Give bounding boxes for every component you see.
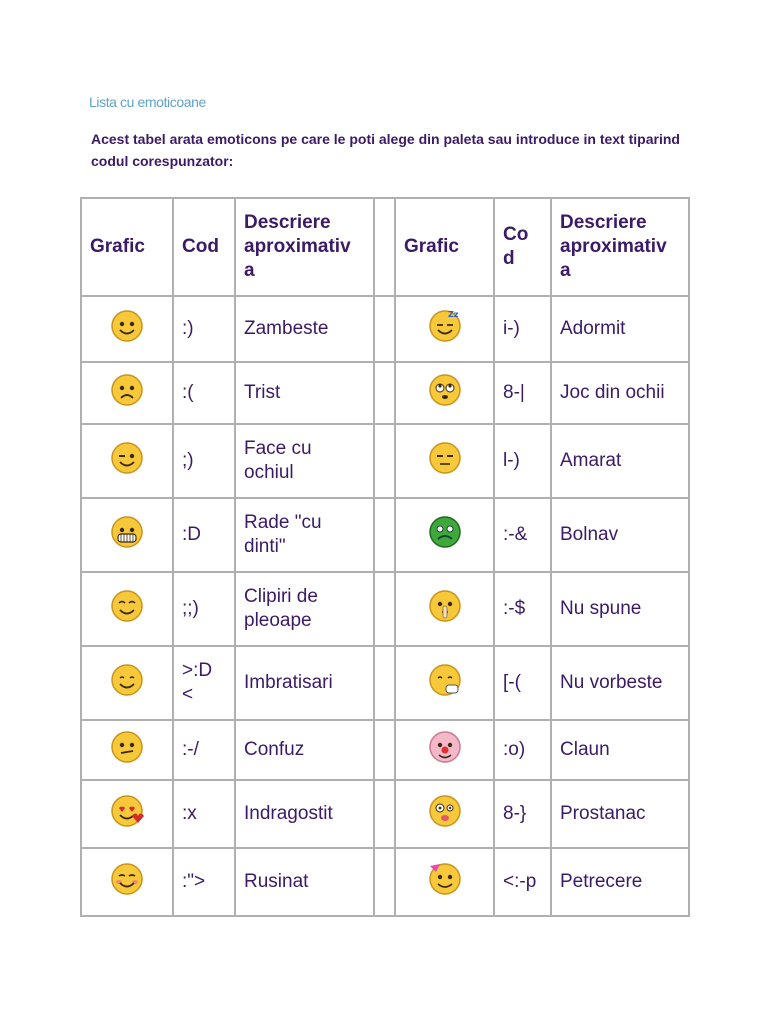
description-cell: Amarat bbox=[551, 424, 689, 498]
emoticon-cell bbox=[395, 646, 494, 720]
description-cell: Zambeste bbox=[235, 296, 374, 362]
page-title: Lista cu emoticoane bbox=[89, 94, 206, 110]
description-cell: Nu spune bbox=[551, 572, 689, 646]
table-row bbox=[81, 720, 689, 780]
silly-icon bbox=[428, 794, 462, 835]
header-descriere-right: Descriere aproximativ a bbox=[551, 198, 689, 296]
description-cell: Face cu ochiul bbox=[235, 424, 374, 498]
spacer-column bbox=[374, 498, 395, 572]
description-cell: Claun bbox=[551, 720, 689, 780]
bitter-icon bbox=[428, 441, 462, 482]
confused-icon bbox=[110, 730, 144, 771]
batting-eyelashes-icon bbox=[110, 589, 144, 630]
spacer-column bbox=[374, 720, 395, 780]
emoticon-cell bbox=[395, 424, 494, 498]
sleeping-icon bbox=[428, 309, 462, 350]
code-cell: 8-| bbox=[494, 362, 551, 424]
dont-talk-icon bbox=[428, 663, 462, 704]
header-cod-right: Co d bbox=[494, 198, 551, 296]
emoticon-cell bbox=[395, 780, 494, 848]
description-cell: Nu vorbeste bbox=[551, 646, 689, 720]
code-cell: :( bbox=[173, 362, 235, 424]
table-row bbox=[81, 780, 689, 848]
description-cell: Imbratisari bbox=[235, 646, 374, 720]
table-row bbox=[81, 646, 689, 720]
spacer-column bbox=[374, 296, 395, 362]
spacer-column bbox=[374, 848, 395, 916]
table-row bbox=[81, 498, 689, 572]
description-cell: Indragostit bbox=[235, 780, 374, 848]
shush-icon bbox=[428, 589, 462, 630]
description-cell: Petrecere bbox=[551, 848, 689, 916]
table-row bbox=[81, 296, 689, 362]
emoticon-cell bbox=[81, 362, 173, 424]
intro-paragraph: Acest tabel arata emoticons pe care le poti alege din paleta sau introduce in text tiparind codul corespunzator: bbox=[91, 131, 680, 169]
table-row bbox=[81, 572, 689, 646]
in-love-icon bbox=[110, 794, 144, 835]
spacer-column bbox=[374, 424, 395, 498]
description-cell: Rusinat bbox=[235, 848, 374, 916]
spacer-column bbox=[374, 198, 395, 296]
code-cell: i-) bbox=[494, 296, 551, 362]
code-cell: :-& bbox=[494, 498, 551, 572]
code-cell: >:D < bbox=[173, 646, 235, 720]
code-cell: :o) bbox=[494, 720, 551, 780]
clown-icon bbox=[428, 730, 462, 771]
wink-icon bbox=[110, 441, 144, 482]
spacer-column bbox=[374, 780, 395, 848]
emoticon-cell bbox=[81, 720, 173, 780]
emoticon-cell bbox=[81, 572, 173, 646]
code-cell: <:-p bbox=[494, 848, 551, 916]
eye-roll-icon bbox=[428, 373, 462, 414]
emoticon-cell bbox=[81, 498, 173, 572]
table-header-row bbox=[81, 198, 689, 296]
emoticon-cell bbox=[81, 848, 173, 916]
svg-text:Zz: Zz bbox=[447, 309, 458, 319]
code-cell: :-$ bbox=[494, 572, 551, 646]
description-cell: Rade "cu dinti" bbox=[235, 498, 374, 572]
emoticon-cell bbox=[395, 720, 494, 780]
description-cell: Trist bbox=[235, 362, 374, 424]
code-cell: ;;) bbox=[173, 572, 235, 646]
emoticon-cell bbox=[81, 646, 173, 720]
blushing-icon bbox=[110, 862, 144, 903]
emoticon-cell bbox=[395, 362, 494, 424]
code-cell: :D bbox=[173, 498, 235, 572]
code-cell: :) bbox=[173, 296, 235, 362]
description-cell: Bolnav bbox=[551, 498, 689, 572]
spacer-column bbox=[374, 362, 395, 424]
spacer-column bbox=[374, 646, 395, 720]
emoticon-cell bbox=[395, 572, 494, 646]
header-descriere: Descriere aproximativ a bbox=[235, 198, 374, 296]
code-cell: l-) bbox=[494, 424, 551, 498]
code-cell: :x bbox=[173, 780, 235, 848]
emoticon-cell bbox=[81, 424, 173, 498]
code-cell: [-( bbox=[494, 646, 551, 720]
description-cell: Confuz bbox=[235, 720, 374, 780]
emoticon-cell bbox=[395, 498, 494, 572]
smile-icon bbox=[110, 309, 144, 350]
party-icon bbox=[428, 862, 462, 903]
description-cell: Clipiri de pleoape bbox=[235, 572, 374, 646]
header-grafic-right: Grafic bbox=[395, 198, 494, 296]
hug-icon bbox=[110, 663, 144, 704]
description-cell: Prostanac bbox=[551, 780, 689, 848]
emoticon-cell bbox=[81, 296, 173, 362]
spacer-column bbox=[374, 572, 395, 646]
code-cell: :"> bbox=[173, 848, 235, 916]
table-row bbox=[81, 362, 689, 424]
sad-icon bbox=[110, 373, 144, 414]
big-grin-icon bbox=[110, 515, 144, 556]
code-cell: 8-} bbox=[494, 780, 551, 848]
code-cell: ;) bbox=[173, 424, 235, 498]
header-grafic: Grafic bbox=[81, 198, 173, 296]
sick-icon bbox=[428, 515, 462, 556]
description-cell: Joc din ochii bbox=[551, 362, 689, 424]
emoticon-cell bbox=[81, 780, 173, 848]
emoticon-cell bbox=[395, 848, 494, 916]
table-row bbox=[81, 424, 689, 498]
emoticon-table bbox=[80, 197, 690, 917]
header-cod: Cod bbox=[173, 198, 235, 296]
emoticon-cell bbox=[395, 296, 494, 362]
code-cell: :-/ bbox=[173, 720, 235, 780]
description-cell: Adormit bbox=[551, 296, 689, 362]
table-row bbox=[81, 848, 689, 916]
